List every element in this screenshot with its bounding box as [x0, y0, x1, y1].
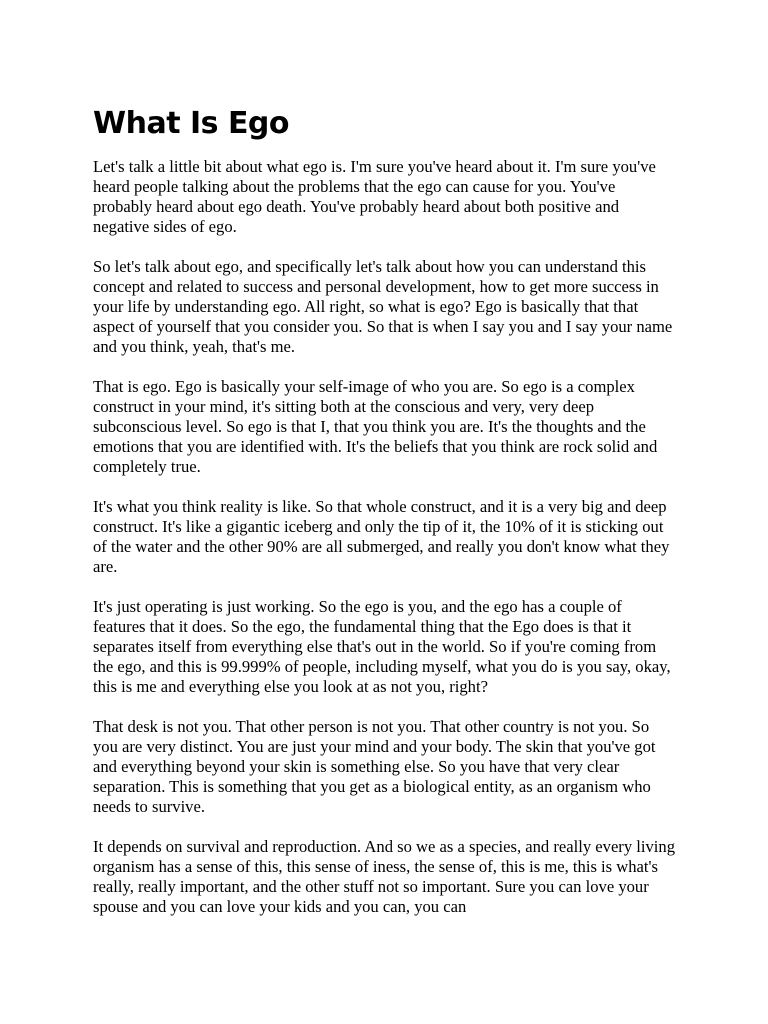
paragraph: That desk is not you. That other person is not you. That other country is not you. So you are very distinct. You are just your mind and your body. The skin that you've got and everything beyond your skin is something else. So you have that very clear separation. This is something that you get as a biological entity, as an organism who needs to survive.	[93, 717, 656, 816]
document-body	[93, 104, 677, 937]
paragraph: It's what you think reality is like. So that whole construct, and it is a very big and deep construct. It's like a gigantic iceberg and only the tip of it, the 10% of it is sticking out of the water and the other 90% are all submerged, and really you don't know what they are.	[93, 497, 670, 576]
paragraph: It depends on survival and reproduction. And so we as a species, and really every living organism has a sense of this, this sense of iness, the sense of, this is me, this is what's really, really important, and the other stuff not so important. Sure you can love your spouse and you can love your kids and you can, you can	[93, 837, 676, 916]
paragraph: So let's talk about ego, and specifically let's talk about how you can understand this concept and related to success and personal development, how to get more success in your life by understanding ego. All right, so what is ego? Ego is basically that that aspect of yourself that you consider you. So that is when I say you and I say your name and you think, yeah, that's me.	[93, 257, 673, 356]
document-title: What Is Ego	[93, 106, 290, 141]
paragraph: Let's talk a little bit about what ego is. I'm sure you've heard about it. I'm sure you've heard people talking about the problems that the ego can cause for you. You've probably heard about ego death. You've probably heard about both positive and negative sides of ego.	[93, 157, 656, 236]
paragraph: That is ego. Ego is basically your self-image of who you are. So ego is a complex construct in your mind, it's sitting both at the conscious and very, very deep subconscious level. So ego is that I, that you think you are. It's the thoughts and the emotions that you are identified with. It's the beliefs that you think are rock solid and completely true.	[93, 377, 658, 476]
paragraph: It's just operating is just working. So the ego is you, and the ego has a couple of features that it does. So the ego, the fundamental thing that the Ego does is that it separates itself from everything else that's out in the world. So if you're coming from the ego, and this is 99.999% of people, including myself, what you do is you say, okay, this is me and everything else you look at as not you, right?	[93, 597, 671, 696]
